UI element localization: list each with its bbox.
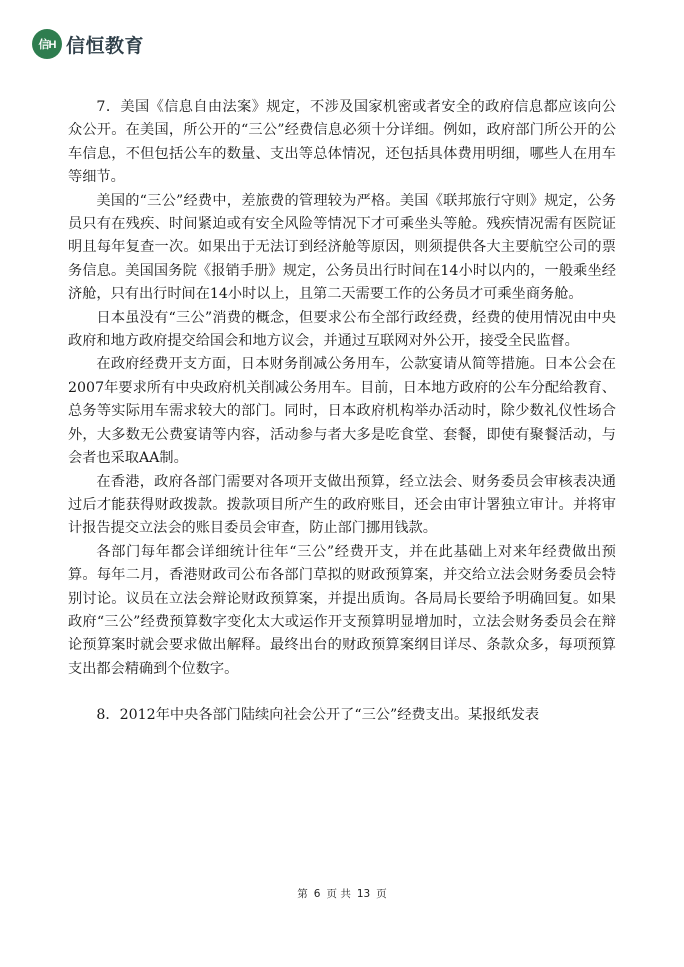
footer-prefix: 第 [297, 888, 308, 900]
paragraph-hongkong-budget: 在香港，政府各部门需要对各项开支做出预算，经立法会、财务委员会审核表决通过后才能获得财政拨款。拨款项目所产生的政府账目，还会由审计署独立审计。并将审计报告提交立法会的账目委员会审查，防止部门挪用钱款。 [68, 473, 616, 537]
paragraph-japan-spending: 在政府经费开支方面，日本财务削减公务用车，公款宴请从简等措施。日本公会在2007年要求所有中央政府机关削减公务用车。目前，日本地方政府的公车分配给教育、总务等实际用车需求较大的部门。同时，日本政府机构举办活动时，除少数礼仪性场合外，大多数无公费宴请等内容，活动参与者大多是吃食堂、套餐，即使有聚餐活动，与会者也采取AA制。 [68, 356, 616, 467]
logo-mark-text: 信H [38, 39, 56, 51]
logo-mark-icon [32, 29, 62, 59]
brand-logo [32, 28, 144, 60]
footer-total-pages: 13 [356, 888, 371, 900]
footer-suffix: 页 [376, 888, 387, 900]
paragraph-7: 7．美国《信息自由法案》规定，不涉及国家机密或者安全的政府信息都应该向公众公开。在美国，所公开的“三公”经费信息必须十分详细。例如，政府部门所公开的公车信息，不但包括公车的数量、支出等总体情况，还包括具体费用明细，哪些人在用车等细节。 [68, 99, 616, 186]
paragraph-japan-overview: 日本虽没有“三公”消费的概念，但要求公布全部行政经费，经费的使用情况由中央政府和地方政府提交给国会和地方议会，并通过互联网对外公开，接受全民监督。 [68, 309, 616, 350]
document-body [68, 96, 616, 728]
paragraph-us-travel: 美国的“三公”经费中，差旅费的管理较为严格。美国《联邦旅行守则》规定，公务员只有在残疾、时间紧迫或有安全风险等情况下才可乘坐头等舱。残疾情况需有医院证明且每年复查一次。如果出于无法订到经济舱等原因，则须提供各大主要航空公司的票务信息。美国国务院《报销手册》规定，公务员出行时间在14小时以内的，一般乘坐经济舱，只有出行时间在14小时以上，且第二天需要工作的公务员才可乘坐商务舱。 [68, 192, 616, 303]
paragraph-8: 8．2012年中央各部门陆续向社会公开了“三公”经费支出。某报纸发表 [96, 707, 540, 724]
footer-middle: 页 共 [326, 888, 351, 900]
page-footer [0, 886, 684, 901]
paragraph-hongkong-process: 各部门每年都会详细统计往年“三公”经费开支，并在此基础上对来年经费做出预算。每年二月，香港财政司公布各部门草拟的财政预算案，并交给立法会财务委员会特别讨论。议员在立法会辩论财政预算案，并提出质询。各局局长要给予明确回复。如果政府“三公”经费预算数字变化太大或运作开支预算明显增加时，立法会财务委员会在辩论预算案时就会要求做出解释。最终出台的财政预算案纲目详尽、条款众多，每项预算支出都会精确到个位数字。 [68, 543, 616, 677]
footer-page-number: 6 [313, 888, 321, 900]
logo-name: 信恒教育 [66, 34, 145, 57]
